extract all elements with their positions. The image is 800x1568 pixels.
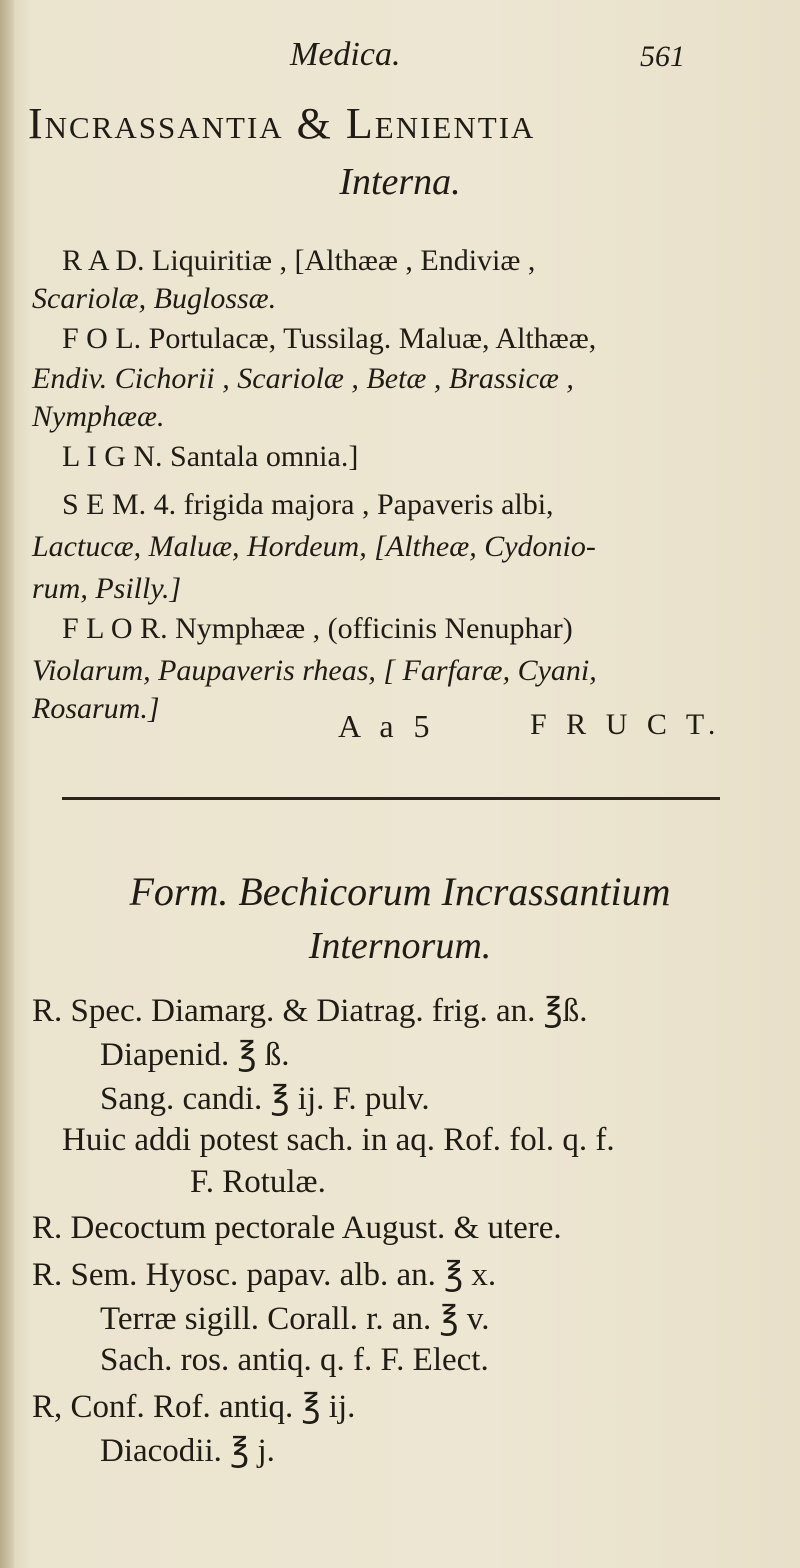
fol-line-2: Endiv. Cichorii , Scariolæ , Betæ , Brassicæ , <box>32 362 574 395</box>
catchword: F R U C T. <box>530 708 722 741</box>
sem-line-1: S E M. 4. frigida majora , Papaveris albi, <box>62 488 554 521</box>
recipe-line: Terræ sigill. Corall. r. an. ℥ v. <box>100 1301 490 1337</box>
flor-line-1: F L O R. Nymphææ , (officinis Nenuphar) <box>62 612 573 645</box>
recipe-line: R. Sem. Hyosc. papav. alb. an. ℥ x. <box>32 1257 497 1293</box>
page-number: 561 <box>640 40 685 73</box>
sem-line-2: Lactucæ, Maluæ, Hordeum, [Altheæ, Cydonio- <box>32 530 596 563</box>
page-gutter <box>0 0 14 1568</box>
rad-line-1: R A D. Liquiritiæ , [Althææ , Endiviæ , <box>62 244 536 277</box>
sem-line-3: rum, Psilly.] <box>32 572 182 605</box>
recipe-line: Diapenid. ℥ ß. <box>100 1037 290 1073</box>
recipe-line: R, Conf. Rof. antiq. ℥ ij. <box>32 1389 356 1425</box>
running-title: Medica. <box>290 36 401 73</box>
fol-line-3: Nymphææ. <box>32 400 165 433</box>
recipe-line: Huic addi potest sach. in aq. Rof. fol. q. f. <box>62 1122 615 1158</box>
fol-line-1: F O L. Portulacæ, Tussilag. Maluæ, Althææ, <box>62 322 597 355</box>
flor-line-3: Rosarum.] <box>32 692 160 725</box>
flor-line-2: Violarum, Paupaveris rheas, [ Farfaræ, Cyani, <box>32 654 597 687</box>
recipe-line: Diacodii. ℥ j. <box>100 1433 275 1469</box>
lign-line-1: L I G N. Santala omnia.] <box>62 440 359 473</box>
signature-mark: A a 5 <box>338 708 436 744</box>
recipe-line: R. Spec. Diamarg. & Diatrag. frig. an. ℥ß. <box>32 993 588 1029</box>
section-subtitle: Interna. <box>339 161 461 203</box>
recipe-line: Sach. ros. antiq. q. f. F. Elect. <box>100 1342 489 1378</box>
divider-rule <box>62 797 720 800</box>
form-subtitle: Internorum. <box>308 925 492 967</box>
recipe-line: F. Rotulæ. <box>190 1164 326 1200</box>
section-title: Incrassantia & Lenientia <box>28 99 536 148</box>
rad-line-2: Scariolæ, Buglossæ. <box>32 282 277 315</box>
form-title: Form. Bechicorum Incrassantium <box>129 869 671 914</box>
recipe-line: Sang. candi. ℥ ij. F. pulv. <box>100 1081 430 1117</box>
recipe-line: R. Decoctum pectorale August. & utere. <box>32 1210 562 1246</box>
